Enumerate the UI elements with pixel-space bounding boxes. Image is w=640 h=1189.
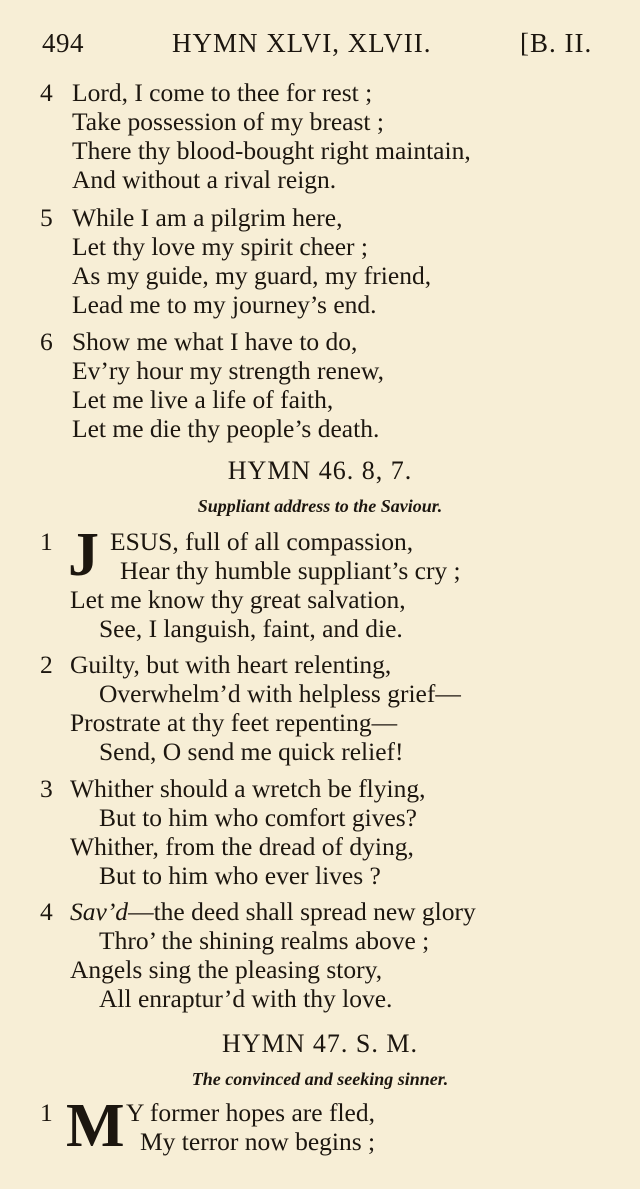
verse-line: And without a rival reign.	[72, 165, 337, 194]
verse-line: Y former hopes are fled,	[126, 1098, 375, 1127]
verse-line: As my guide, my guard, my friend,	[72, 261, 432, 290]
verse-line: Whither should a wretch be flying,	[70, 774, 426, 803]
verse-line: Prostrate at thy feet repenting—	[70, 708, 398, 737]
drop-cap: J	[68, 521, 99, 589]
verse-line: ESUS, full of all compassion,	[110, 527, 414, 556]
verse-line: Let thy love my spirit cheer ;	[72, 232, 369, 261]
verse-line: There thy blood-bought right maintain,	[72, 136, 471, 165]
stanza-number: 1	[40, 527, 53, 556]
verse-line: All enraptur’d with thy love.	[99, 984, 393, 1013]
hymn-47-subtitle: The convinced and seeking sinner.	[191, 1069, 449, 1089]
verse-line: Thro’ the shining realms above ;	[99, 926, 430, 955]
stanza-number: 6	[40, 327, 53, 356]
verse-line: Whither, from the dread of dying,	[70, 832, 414, 861]
verse-line: Let me die thy people’s death.	[72, 414, 380, 443]
verse-line: Hear thy humble suppliant’s cry ;	[120, 556, 461, 585]
stanza-number: 2	[40, 650, 53, 679]
verse-line: But to him who ever lives ?	[99, 861, 381, 890]
verse-line: See, I languish, faint, and die.	[99, 614, 403, 643]
hymn-47-title: HYMN 47. S. M.	[221, 1029, 419, 1058]
verse-line: Lord, I come to thee for rest ;	[72, 78, 373, 107]
verse-line: Let me know thy great salvation,	[70, 585, 406, 614]
stanza-number: 5	[40, 203, 53, 232]
verse-line	[70, 897, 476, 926]
stanza-number: 4	[40, 897, 53, 926]
verse-line: Lead me to my journey’s end.	[72, 290, 377, 319]
verse-line: Take possession of my breast ;	[72, 107, 384, 136]
running-title: HYMN XLVI, XLVII.	[172, 28, 432, 58]
verse-line: Angels sing the pleasing story,	[70, 955, 383, 984]
italic-word: Sav’d	[70, 897, 129, 926]
hymn-46-title: HYMN 46. 8, 7.	[227, 456, 413, 485]
verse-line: Guilty, but with heart relenting,	[70, 650, 392, 679]
verse-line: Show me what I have to do,	[72, 327, 358, 356]
verse-line-rest: —the deed shall spread new glory	[128, 897, 476, 926]
verse-line: My terror now begins ;	[140, 1127, 376, 1156]
stanza-number: 4	[40, 78, 53, 107]
verse-line: Send, O send me quick relief!	[99, 737, 404, 766]
hymn-46-subtitle: Suppliant address to the Saviour.	[197, 496, 443, 516]
verse-line: Ev’ry hour my strength renew,	[72, 356, 385, 385]
book-marker: [B. II.	[520, 28, 593, 58]
verse-line: But to him who comfort gives?	[99, 803, 418, 832]
page-number: 494	[42, 28, 84, 58]
drop-cap: M	[66, 1092, 125, 1160]
stanza-number: 1	[40, 1098, 53, 1127]
page-header	[0, 28, 640, 68]
stanza-number: 3	[40, 774, 53, 803]
verse-line: Let me live a life of faith,	[72, 385, 334, 414]
verse-line: While I am a pilgrim here,	[72, 203, 343, 232]
verse-line: Overwhelm’d with helpless grief—	[99, 679, 461, 708]
